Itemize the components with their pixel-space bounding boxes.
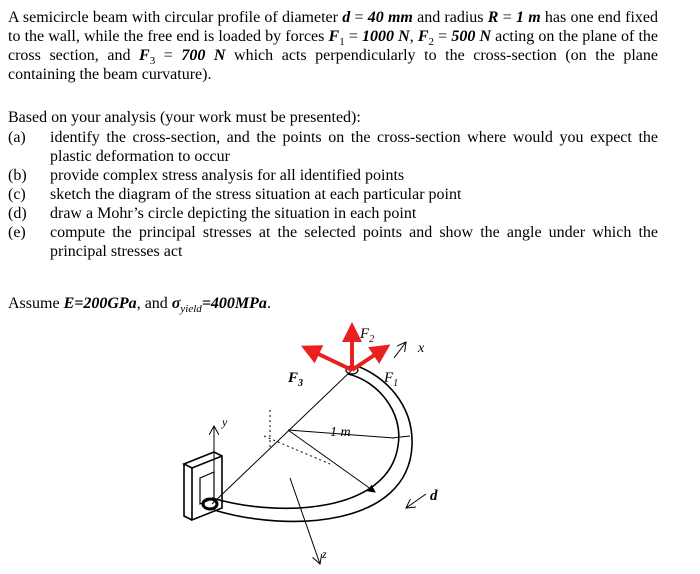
force2-subscript: 2	[428, 36, 435, 49]
task-item	[8, 223, 658, 261]
task-marker: (d)	[8, 205, 27, 222]
coordinate-axes	[214, 342, 406, 564]
task-list	[8, 128, 658, 261]
task-text: provide complex stress analysis for all identified points	[50, 167, 405, 184]
task-item	[8, 166, 658, 185]
semicircle-beam	[212, 366, 412, 521]
label-F3: $F_3$	[288, 370, 304, 389]
task-marker: (e)	[8, 224, 26, 241]
diameter-arrow	[406, 494, 426, 508]
force2-value: 500 N	[451, 28, 492, 45]
task-marker: (a)	[8, 129, 26, 146]
label-F1: $F_1$	[384, 370, 399, 389]
radius-lines	[212, 370, 394, 504]
task-text: compute the principal stresses at the selected points and show the angle under which the principal stresses act	[50, 224, 658, 260]
yield-stress-symbol: σ	[171, 295, 181, 312]
task-item	[8, 185, 658, 204]
force3-symbol: F	[139, 47, 150, 64]
force3-arrow	[310, 350, 352, 370]
label-F2: $F_2$	[360, 326, 375, 345]
force3-subscript: 3	[149, 55, 156, 68]
diameter-value: 40 mm	[367, 9, 413, 26]
radius-symbol: R	[487, 9, 499, 26]
force2-symbol: F	[417, 28, 429, 45]
modulus-symbol: E	[63, 295, 75, 312]
force1-arrow	[352, 350, 382, 370]
problem-intro	[8, 8, 658, 84]
yield-subscript: yield	[180, 303, 202, 316]
task-text: sketch the diagram of the stress situation at each particular point	[50, 186, 462, 203]
label-x-axis: x	[418, 341, 425, 356]
intro-text: has one end fixed to the wall, while the free end is loaded by forces	[8, 9, 658, 45]
intro-text: which acts perpendicularly to the cross-section (on the plane containing the beam curvature).	[8, 47, 659, 83]
modulus-value: =200GPa	[74, 295, 137, 312]
intro-text: and radius	[412, 9, 488, 26]
task-marker: (c)	[8, 186, 26, 203]
intro-text: ,	[409, 28, 418, 45]
assume-text: , and	[136, 295, 172, 312]
yield-stress-value: =400MPa	[201, 295, 267, 312]
force1-subscript: 1	[339, 36, 345, 49]
label-y-axis: y	[222, 415, 228, 429]
task-item	[8, 128, 658, 166]
intro-text: =	[155, 47, 182, 64]
assume-text: .	[266, 295, 271, 312]
task-intro: Based on your analysis (your work must be presented):	[8, 109, 361, 126]
radius-value: 1 m	[515, 9, 541, 26]
assumptions	[8, 294, 658, 316]
force1-symbol: F	[328, 28, 340, 45]
intro-text: =	[344, 28, 362, 45]
intro-text: =	[350, 9, 368, 26]
task-item	[8, 204, 658, 223]
intro-text: A semicircle beam with circular profile of diameter	[8, 9, 343, 26]
force1-value: 1000 N	[362, 28, 410, 45]
label-z-axis: z	[322, 547, 327, 561]
wall-support	[184, 452, 222, 520]
label-diameter: d	[430, 488, 438, 504]
force3-value: 700 N	[181, 47, 226, 64]
beam-diagram	[170, 318, 470, 574]
diameter-symbol: d	[342, 9, 351, 26]
intro-text: acting on the plane of the cross section, and	[8, 28, 659, 64]
task-marker: (b)	[8, 167, 27, 184]
task-text: draw a Mohr’s circle depicting the situation in each point	[50, 205, 417, 222]
intro-text: =	[434, 28, 452, 45]
task-text: identify the cross-section, and the points on the cross-section where would you expect the plastic deformation to occur	[50, 129, 658, 165]
label-radius: 1 m	[330, 425, 351, 440]
intro-text: =	[498, 9, 516, 26]
assume-text: Assume	[8, 295, 64, 312]
